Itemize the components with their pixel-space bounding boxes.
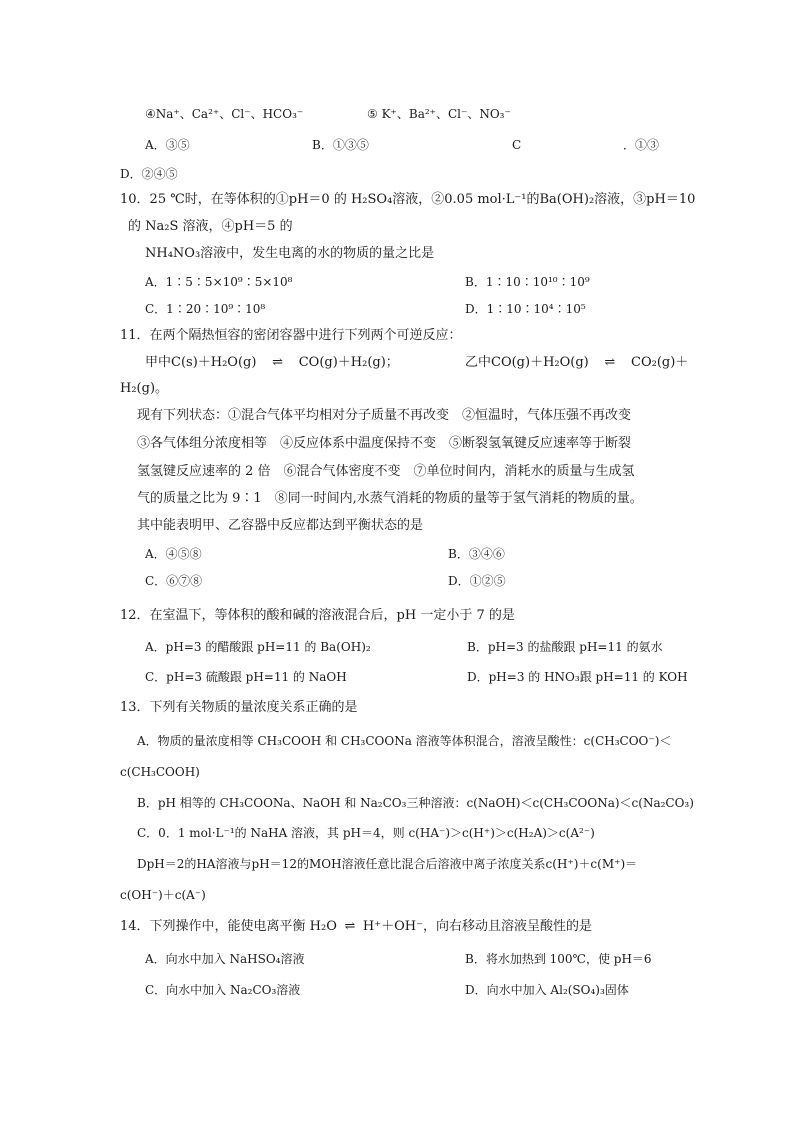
- q10-option-c: C．1∶20∶10⁹∶10⁸: [145, 302, 266, 316]
- reaction-jia-right: CO(g)＋H₂(g)；: [294, 355, 399, 370]
- q11-states-3: 氢氢键反应速率的 2 倍 ⑥混合气体密度不变 ⑦单位时间内，消耗水的质量与生成氢: [137, 464, 635, 479]
- q14-stem-left: 14．下列操作中，能使电离平衡 H₂O: [120, 919, 337, 934]
- q13-option-d-cont: c(OH⁻)＋c(A⁻): [120, 888, 206, 902]
- reaction-yi-left: 乙中CO(g)＋H₂O(g): [465, 355, 593, 370]
- q11-reaction-yi-cont: H₂(g)。: [120, 381, 169, 396]
- equilibrium-arrow-icon: ⇌: [272, 355, 284, 370]
- q13-option-c: C．0．1 mol·L⁻¹的 NaHA 溶液，其 pH＝4，则 c(HA⁻)＞c(H⁺)＞c(H₂A)＞c(A²⁻): [137, 826, 595, 840]
- q13-option-a: A．物质的量浓度相等 CH₃COOH 和 CH₃COONa 溶液等体积混合，溶液呈酸性：c(CH₃COO⁻)＜: [137, 734, 672, 748]
- q9-option-d: D．②④⑤: [120, 167, 178, 181]
- q14-option-c: C．向水中加入 Na₂CO₃溶液: [145, 983, 301, 997]
- q12-stem: 12．在室温下，等体积的酸和碱的溶液混合后，pH 一定小于 7 的是: [120, 608, 515, 623]
- reaction-jia-left: 甲中C(s)＋H₂O(g): [145, 355, 261, 370]
- q14-stem: [120, 919, 592, 935]
- q10-option-d: D．1∶10∶10⁴∶10⁵: [465, 302, 586, 316]
- ion-group-4: ④Na⁺、Ca²⁺、Cl⁻、HCO₃⁻: [145, 107, 304, 121]
- q11-states-1: 现有下列状态：①混合气体平均相对分子质量不再改变 ②恒温时，气体压强不再改变: [137, 408, 632, 423]
- q10-stem-cont: 的 Na₂S 溶液，④pH＝5 的: [128, 219, 293, 234]
- equilibrium-arrow-icon: ⇌: [344, 919, 356, 934]
- equilibrium-arrow-icon: ⇌: [604, 355, 616, 370]
- ion-group-5: ⑤ K⁺、Ba²⁺、Cl⁻、NO₃⁻: [367, 107, 511, 121]
- q11-question: 其中能表明甲、乙容器中反应都达到平衡状态的是: [137, 518, 424, 533]
- q11-states-4: 气的质量之比为 9∶1 ⑧同一时间内,水蒸气消耗的物质的量等于氢气消耗的物质的量。: [137, 491, 643, 506]
- q12-option-d: D．pH=3 的 HNO₃跟 pH=11 的 KOH: [467, 670, 688, 684]
- q13-option-d: DpH＝2的HA溶液与pH＝12的MOH溶液任意比混合后溶液中离子浓度关系c(H⁺)＋c(M⁺)＝: [137, 857, 638, 871]
- q12-option-b: B．pH=3 的盐酸跟 pH=11 的氨水: [467, 640, 663, 654]
- q10-option-b: B．1∶10∶10¹⁰∶10⁹: [465, 275, 590, 289]
- q14-option-a: A．向水中加入 NaHSO₄溶液: [145, 952, 305, 966]
- q14-stem-right: H⁺＋OH⁻，向右移动且溶液呈酸性的是: [362, 919, 592, 934]
- q13-stem: 13．下列有关物质的量浓度关系正确的是: [120, 700, 358, 715]
- q11-reaction-jia: [145, 355, 399, 371]
- q11-option-b: B．③④⑥: [448, 547, 505, 561]
- q11-option-c: C．⑥⑦⑧: [145, 574, 203, 588]
- q10-option-a: A．1∶5∶5×10⁹∶5×10⁸: [145, 275, 293, 289]
- q11-stem: 11．在两个隔热恒容的密闭容器中进行下列两个可逆反应：: [120, 328, 462, 343]
- reaction-yi-right: CO₂(g)＋: [626, 355, 689, 370]
- q14-option-d: D．向水中加入 Al₂(SO₄)₃固体: [465, 983, 629, 997]
- q9-option-c: C: [512, 138, 522, 152]
- q11-reaction-yi: [465, 355, 688, 371]
- q14-option-b: B．将水加热到 100℃，使 pH＝6: [465, 952, 652, 966]
- q12-option-c: C．pH=3 硫酸跟 pH=11 的 NaOH: [145, 670, 347, 684]
- q11-states-2: ③各气体组分浓度相等 ④反应体系中温度保持不变 ⑤断裂氢氧键反应速率等于断裂: [137, 436, 632, 451]
- q9-option-a: A．③⑤: [145, 138, 190, 152]
- q9-option-b: B．①③⑤: [312, 138, 369, 152]
- q13-option-a-cont: c(CH₃COOH): [120, 765, 200, 779]
- q13-option-b: B．pH 相等的 CH₃COONa、NaOH 和 Na₂CO₃三种溶液：c(NaOH)＜c(CH₃COONa)＜c(Na₂CO₃): [137, 796, 694, 810]
- q11-option-d: D．①②⑤: [448, 574, 506, 588]
- q12-option-a: A．pH=3 的醋酸跟 pH=11 的 Ba(OH)₂: [145, 640, 371, 654]
- q10-stem: 10．25 ℃时，在等体积的①pH＝0 的 H₂SO₄溶液，②0.05 mol·L⁻¹的Ba(OH)₂溶液，③pH＝10: [120, 192, 696, 207]
- q10-stem-cont2: NH₄NO₃溶液中，发生电离的水的物质的量之比是: [145, 246, 435, 261]
- q9-option-c-text: ．①③: [623, 138, 660, 152]
- q11-option-a: A．④⑤⑧: [145, 547, 202, 561]
